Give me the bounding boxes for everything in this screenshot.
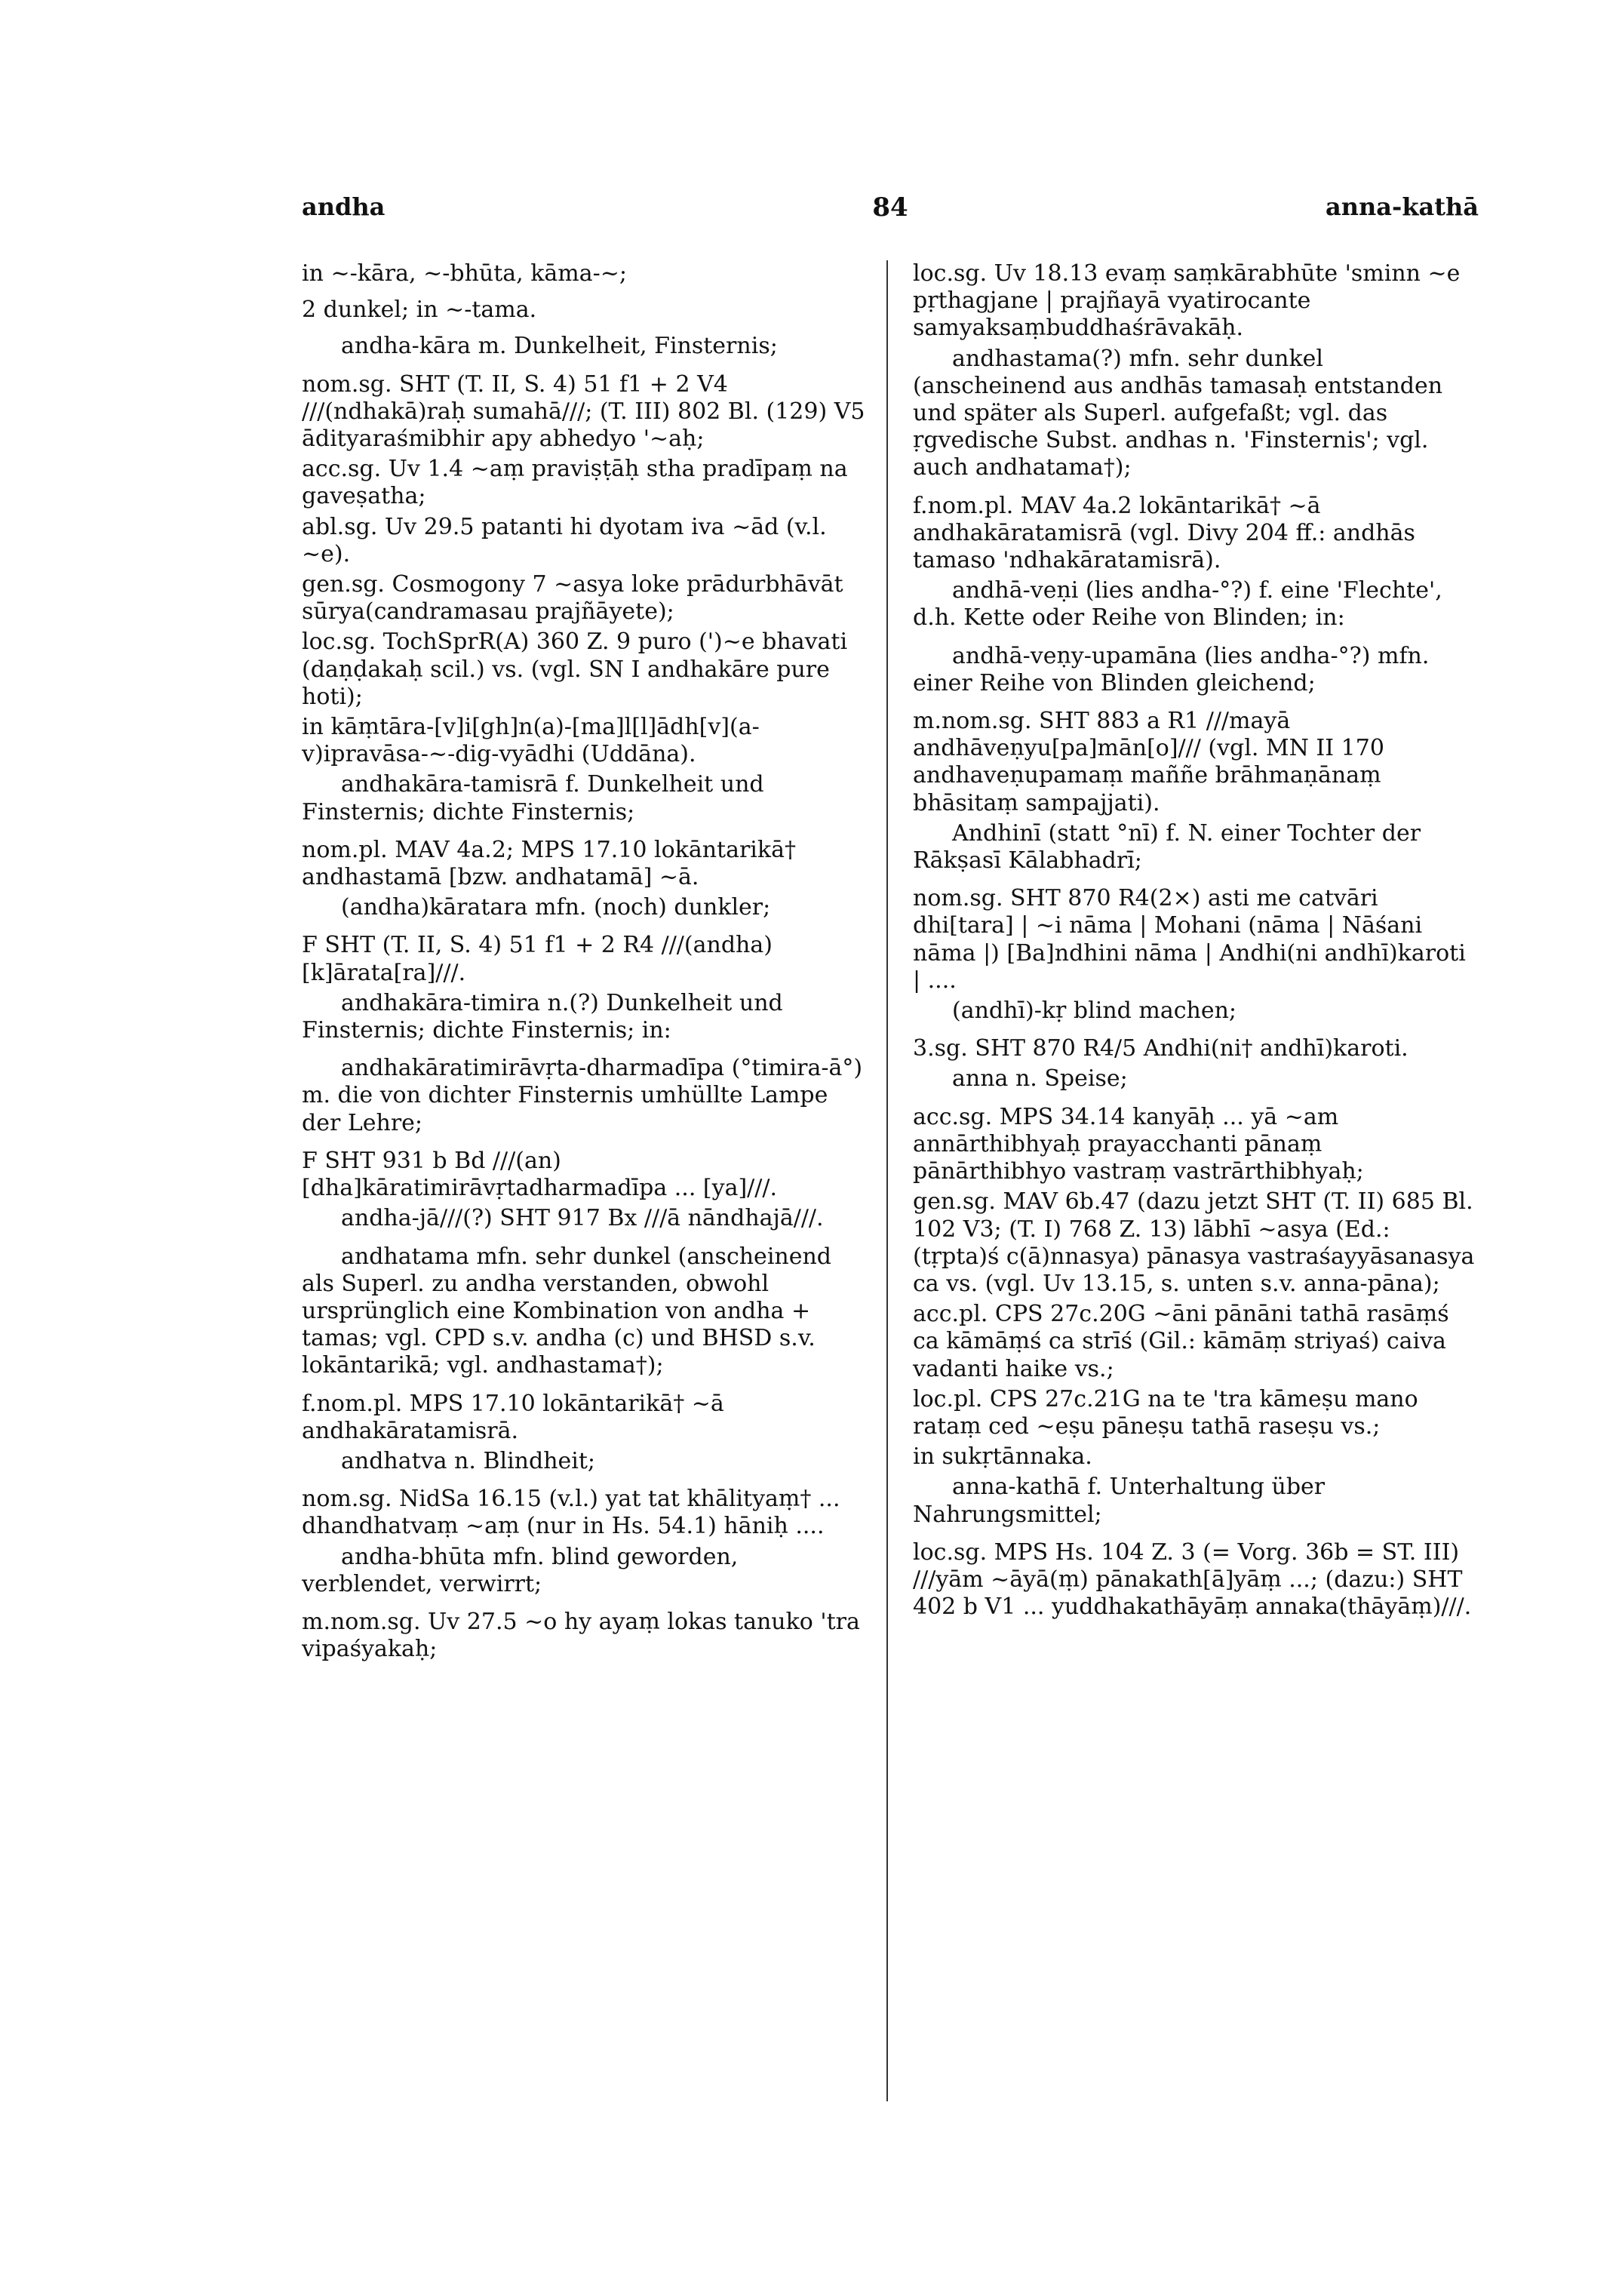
dictionary-citation: nom.sg. SHT (T. II, S. 4) 51 f1 + 2 V4 ///(ndhakā)raḥ sumahā///; (T. III) 802 Bl. (129) V5 ādityaraśmibhir apy abhedyo '~aḥ; [302,370,865,453]
dictionary-entry-head: andha-kāra m. Dunkelheit, Finsternis; [341,333,778,360]
dictionary-citation: m.nom.sg. SHT 883 a R1 ///mayā andhāveṇyu[pa]mān[o]/// (vgl. MN II 170 andhaveṇupamaṃ maññe brāhmaṇānaṃ bhāsitaṃ sampajjati). [913,708,1384,816]
dictionary-entry-head: anna n. Speise; [952,1065,1128,1093]
running-head-right: anna-kathā [1326,192,1479,221]
dictionary-citation: acc.sg. MPS 34.14 kanyāḥ ... yā ~am annārthibhyaḥ prayacchanti pānaṃ pānārthibhyo vastraṃ vastrārthibhyaḥ; [913,1103,1364,1185]
dictionary-entry-head: Andhinī (statt °nī) f. N. einer Tochter der Rākṣasī Kālabhadrī; [913,819,1421,874]
dictionary-citation: nom.pl. MAV 4a.2; MPS 17.10 lokāntarikā† andhastamā [bzw. andhatamā] ~ā. [302,836,796,891]
dictionary-entry-head: andhakāra-timira n.(?) Dunkelheit und Finsternis; dichte Finsternis; in: [302,989,783,1044]
dictionary-entry-head: andha-bhūta mfn. blind geworden, verblendet, verwirrt; [302,1543,739,1597]
page-header [302,192,1479,230]
dictionary-entry-head: andha-jā///(?) SHT 917 Bx ///ā nāndhajā///. [341,1205,824,1232]
dictionary-citation: loc.pl. CPS 27c.21G na te 'tra kāmeṣu mano rataṃ ced ~eṣu pāneṣu tathā raseṣu vs.; [913,1385,1418,1440]
dictionary-entry-head: anna-kathā f. Unterhaltung über Nahrungsmittel; [913,1474,1326,1528]
dictionary-citation: in sukṛtānnaka. [913,1443,1092,1471]
dictionary-citation: F SHT (T. II, S. 4) 51 f1 + 2 R4 ///(andha)[k]ārata[ra]///. [302,932,773,986]
dictionary-citation: f.nom.pl. MAV 4a.2 lokāntarikā† ~ā andhakāratamisrā (vgl. Divy 204 ff.: andhās tamaso 'ndhakāratamisrā). [913,492,1415,574]
dictionary-entry-head: (andhī)-kṛ blind machen; [952,997,1237,1025]
dictionary-citation: abl.sg. Uv 29.5 patanti hi dyotam iva ~ād (v.l. ~e). [302,513,827,567]
dictionary-citation: f.nom.pl. MPS 17.10 lokāntarikā† ~ā andhakāratamisrā. [302,1390,724,1444]
dictionary-citation: 3.sg. SHT 870 R4/5 Andhi(ni† andhī)karoti. [913,1035,1408,1062]
dictionary-citation: nom.sg. SHT 870 R4(2×) asti me catvāri dhi[tara] | ~i nāma | Mohani (nāma | Nāśani nāma |) [Ba]ndhini nāma | Andhi(ni andhī)karoti | .... [913,885,1466,994]
dictionary-citation: acc.sg. Uv 1.4 ~aṃ praviṣṭāḥ stha pradīpaṃ na gaveṣatha; [302,456,848,510]
dictionary-citation: nom.sg. NidSa 16.15 (v.l.) yat tat khālityaṃ† ... dhandhatvaṃ ~aṃ (nur in Hs. 54.1) hāniḥ .... [302,1486,840,1540]
dictionary-entry-head: andhatva n. Blindheit; [341,1447,596,1474]
dictionary-entry-head: andhakāra-tamisrā f. Dunkelheit und Finsternis; dichte Finsternis; [302,771,764,825]
dictionary-entry-head: andhatama mfn. sehr dunkel (anscheinend als Superl. zu andha verstanden, obwohl ursprünglich eine Kombination von andha + tamas; vgl. CPD s.v. andha (c) und BHSD s.v. lokāntarikā; vgl. andhastama†); [302,1243,832,1379]
left-column [302,260,868,1666]
dictionary-entry-head: andhakāratimirāvṛta-dharmadīpa (°timira-ā°) m. die von dichter Finsternis umhüllte Lampe der Lehre; [302,1055,863,1136]
dictionary-entry-head: andhastama(?) mfn. sehr dunkel (anscheinend aus andhās tamasaḥ entstanden und später als Superl. aufgefaßt; vgl. das ṛgvedische Subst. andhas n. 'Finsternis'; vgl. auch andhatama†); [913,345,1443,481]
column-divider [886,260,888,2101]
dictionary-citation: 2 dunkel; in ~-tama. [302,297,537,324]
dictionary-citation: loc.sg. Uv 18.13 evaṃ saṃkārabhūte 'sminn ~e pṛthagjane | prajñayā vyatirocante samyaksaṃbuddhaśrāvakāḥ. [913,260,1461,342]
dictionary-citation: in ~-kāra, ~-bhūta, kāma-~; [302,260,628,287]
right-column [913,260,1479,1624]
dictionary-citation: acc.pl. CPS 27c.20G ~āni pānāni tathā rasāṃś ca kāmāṃś ca strīś (Gil.: kāmāṃ striyaś) caiva vadanti haike vs.; [913,1301,1449,1382]
dictionary-entry-head: (andha)kāratara mfn. (noch) dunkler; [341,894,771,921]
dictionary-citation: in kāṃtāra-[v]i[gh]n(a)-[ma]l[l]ādh[v](a-v)ipravāsa-~-dig-vyādhi (Uddāna). [302,714,760,768]
dictionary-entry-head: andhā-veṇy-upamāna (lies andha-°?) mfn. einer Reihe von Blinden gleichend; [913,642,1430,696]
dictionary-citation: loc.sg. TochSprR(A) 360 Z. 9 puro (')~e bhavati (daṇḍakaḥ scil.) vs. (vgl. SN I andhakāre pure hoti); [302,629,848,710]
dictionary-citation: F SHT 931 b Bd ///(an)[dha]kāratimirāvṛtadharmadīpa ... [ya]///. [302,1147,778,1202]
page-number: 84 [872,192,908,223]
dictionary-citation: gen.sg. Cosmogony 7 ~asya loke prādurbhāvāt sūrya(candramasau prajñāyete); [302,571,843,625]
dictionary-citation: gen.sg. MAV 6b.47 (dazu jetzt SHT (T. II) 685 Bl. 102 V3; (T. I) 768 Z. 13) lābhī ~asya (Ed.: (tṛpta)ś c(ā)nnasya) pānasya vastraśayyāsanasya ca vs. (vgl. Uv 13.15, s. unten s.v. anna-pāna); [913,1188,1475,1297]
dictionary-citation: m.nom.sg. Uv 27.5 ~o hy ayaṃ lokas tanuko 'tra vipaśyakaḥ; [302,1608,860,1663]
running-head-left: andha [302,192,386,221]
dictionary-citation: loc.sg. MPS Hs. 104 Z. 3 (= Vorg. 36b = ST. III) ///yām ~āyā(ṃ) pānakath[ā]yāṃ ...; (dazu:) SHT 402 b V1 ... yuddhakathāyāṃ annaka(thāyāṃ)///. [913,1538,1472,1621]
dictionary-entry-head: andhā-veṇi (lies andha-°?) f. eine 'Flechte', d.h. Kette oder Reihe von Blinden; in: [913,577,1442,632]
